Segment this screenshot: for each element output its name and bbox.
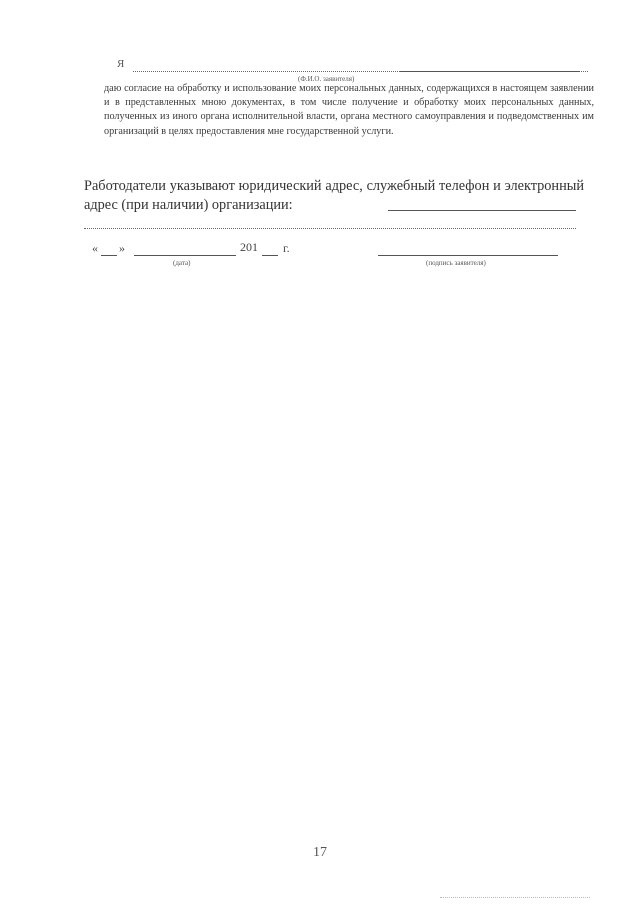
fio-line-solid	[400, 71, 580, 72]
pronoun-ya: Я	[117, 58, 125, 70]
employer-address-line-2	[84, 228, 576, 229]
date-year-prefix: 201	[240, 240, 258, 254]
page-number: 17	[313, 845, 327, 860]
scan-mark	[440, 897, 590, 898]
employer-address-line-1	[388, 210, 576, 211]
date-month-line	[134, 255, 236, 256]
date-day-line	[101, 255, 117, 256]
date-year-line	[262, 255, 278, 256]
employer-note-text: Работодатели указывают юридический адрес, служебный телефон и электронный адрес (при наличии) организации:	[84, 178, 584, 213]
consent-text: даю согласие на обработку и использование моих персональных данных, содержащихся в настоящем заявлении и в представленных мною документах, в том числе получение и обработку моих персональных данных, полученных из иного органа исполнительной власти, органа местного самоуправления и подведомственных им организаций в целях предоставления мне государственной услуги.	[104, 83, 594, 137]
signature-line	[378, 255, 558, 256]
date-quote-open: «	[92, 241, 98, 255]
date-caption: (дата)	[173, 259, 191, 267]
fio-caption: (Ф.И.О. заявителя)	[298, 75, 355, 83]
date-quote-close: »	[119, 241, 125, 255]
date-year-suffix: г.	[283, 241, 290, 255]
signature-caption: (подпись заявителя)	[426, 259, 486, 267]
